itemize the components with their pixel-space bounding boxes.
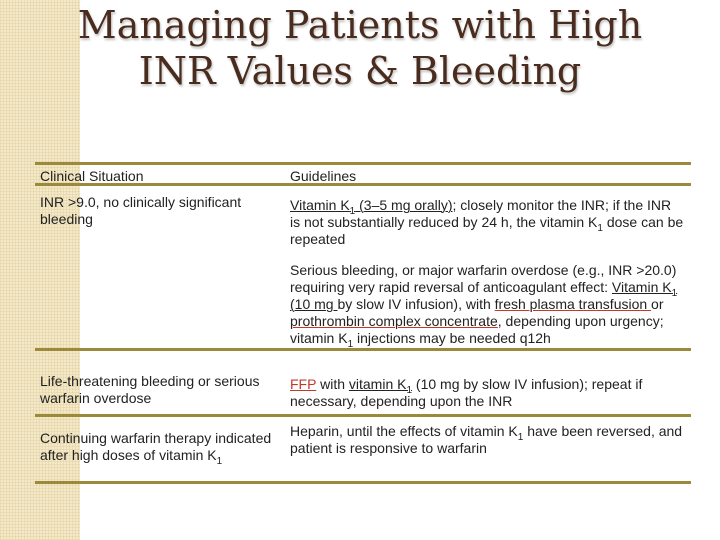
link-fresh-plasma[interactable]: fresh plasma transfusion <box>494 296 652 312</box>
table-rule-row1 <box>35 348 691 351</box>
link-vitamin-k-oral[interactable]: Vitamin $K_1$ (3–5 mg orally) <box>290 197 453 217</box>
title-line-1: Managing Patients with High <box>77 3 643 47</box>
row1-guidelines-serious: Serious bleeding, or major warfarin overdose (e.g., INR >20.0) requiring very rapid reversal of anticoagulant effect: Vitamin $K_1$ (10 mg by slow IV infusion), with fresh plasma transfusion or prothrombin complex concentrate, depending upon urgency; vitamin $K_1$ injections may be needed q12h <box>290 262 678 350</box>
row1-situation: INR >9.0, no clinically significant bleeding <box>40 194 242 227</box>
header-guidelines: Guidelines <box>290 168 357 184</box>
link-vitamin-k-ffp[interactable]: vitamin $K_1$ <box>348 376 413 396</box>
table-rule-top <box>35 162 691 165</box>
row2-situation: Life-threatening bleeding or serious warfarin overdose <box>40 373 260 406</box>
slide-title <box>60 2 660 94</box>
table-rule-row3 <box>35 481 691 484</box>
row2-guidelines: FFP with vitamin $K_1$ (10 mg by slow IV infusion); repeat if necessary, depending upon the INR <box>290 376 643 409</box>
link-prothrombin-complex[interactable]: prothrombin complex concentrate <box>290 313 498 329</box>
link-vitamin-k-iv[interactable]: Vitamin $K_1$ (10 mg <box>290 279 678 312</box>
table-rule-row2 <box>35 414 691 417</box>
row3-guidelines: Heparin, until the effects of vitamin $K_1$ have been reversed, and patient is responsive to warfarin <box>290 423 683 456</box>
header-clinical-situation: Clinical Situation <box>40 168 144 184</box>
row3-situation: Continuing warfarin therapy indicated after high doses of vitamin $K_1$ <box>40 430 272 467</box>
link-ffp[interactable]: FFP <box>290 376 317 392</box>
title-line-2: INR Values & Bleeding <box>138 49 582 93</box>
row1-guidelines: Vitamin $K_1$ (3–5 mg orally); closely monitor the INR; if the INR is not substantially reduced by 24 h, the vitamin $K_1$ dose can be repeated <box>290 197 684 247</box>
